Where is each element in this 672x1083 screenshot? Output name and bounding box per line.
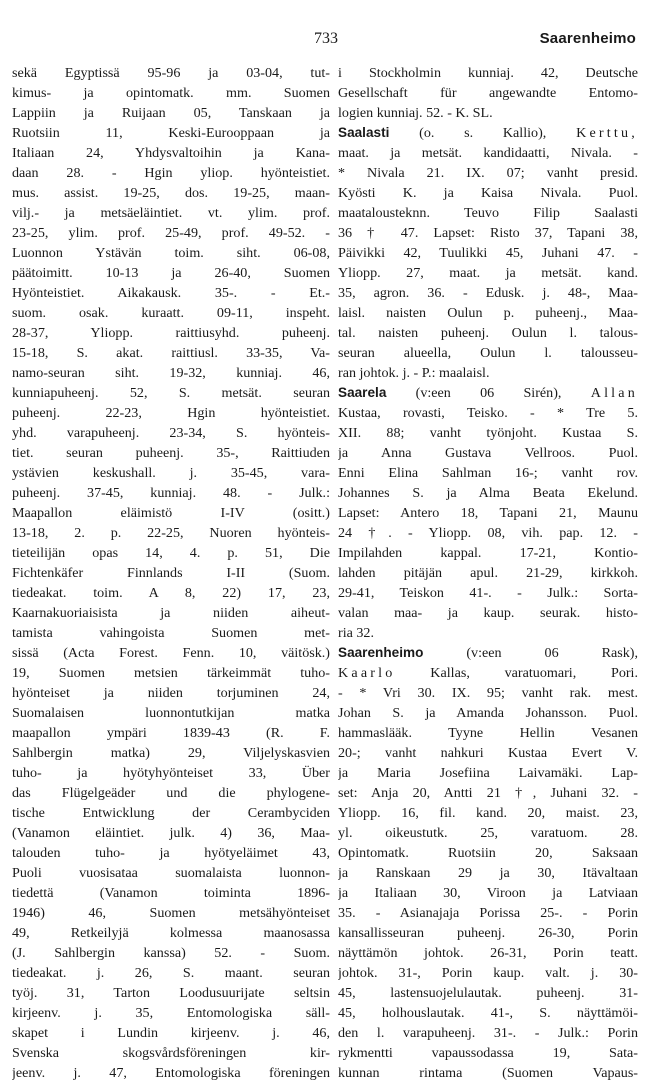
text-line: Ruotsiin 11, Keski-Eurooppaan ja — [12, 125, 330, 141]
text-line: 49, Retkeilyjä kolmessa maanosassa — [12, 925, 330, 941]
text-line: hammaslääk. Tyyne Hellin Vesanen — [338, 725, 638, 741]
headword: Saarela — [338, 385, 387, 400]
text-line: Fichtenkäfer Finnlands I-II (Suom. — [12, 565, 330, 581]
text-line: yl. oikeustutk. 25, varatuom. 28. — [338, 825, 638, 841]
text-line: 28-37, Yliopp. raittiusyhd. puheenj. — [12, 325, 330, 341]
text-line: maapallon ympäri 1839-43 (R. F. — [12, 725, 330, 741]
text-line: Enni Elina Sahlman 16-; vanht rov. — [338, 465, 638, 481]
text-line: 24 †. - Yliopp. 08, vih. pap. 12. - — [338, 525, 638, 541]
text-line: päätoimitt. 10-13 ja 26-40, Suomen — [12, 265, 330, 281]
text-line: 35. - Asianajaja Porissa 25-. - Porin — [338, 905, 638, 921]
text-line: Suomalaisen luonnontutkijan matka — [12, 705, 330, 721]
text-line: namo-seuran siht. 19-32, kunniaj. 46, — [12, 365, 330, 381]
text-line: kimus- ja opintomatk. mm. Suomen — [12, 85, 330, 101]
text-line: - * Vri 30. IX. 95; vanht rak. mest. — [338, 685, 638, 701]
text-line: näyttämön johtok. 26-31, Porin teatt. — [338, 945, 638, 961]
text-line: kansallisseuran puheenj. 26-30, Porin — [338, 925, 638, 941]
text-line: daan 28. - Hgin yliop. hyönteistiet. — [12, 165, 330, 181]
text-line: tieteilijän opas 14, 4. p. 51, Die — [12, 545, 330, 561]
entry-continuation — [338, 63, 638, 123]
right-column — [338, 63, 638, 1083]
text-line: johtok. 31-, Porin kaup. valt. j. 30- — [338, 965, 638, 981]
text-line: logien kunniaj. 52. - K. SL. — [338, 105, 493, 121]
text-line: työj. 31, Tarton Loodusuurijate seltsin — [12, 985, 330, 1001]
text-line: talouden tuho- ja hyötyeläimet 43, — [12, 845, 330, 861]
left-column — [12, 63, 330, 1083]
entry-first-line: Saarenheimo (v:een 06 Rask), — [338, 645, 638, 661]
text-line: ja Ranskaan 29 ja 30, Itävaltaan — [338, 865, 638, 881]
text-line: 29-41, Teiskon 41-. - Julk.: Sorta- — [338, 585, 638, 601]
text-line: Kustaa, rovasti, Teisko. - * Tre 5. — [338, 405, 638, 421]
text-line: hyönteiset ja niiden torjuminen 24, — [12, 685, 330, 701]
text-line: (Vanamon eläintiet. julk. 4) 36, Maa- — [12, 825, 330, 841]
given-name: Kerttu, — [576, 125, 638, 141]
given-name: Allan — [590, 385, 638, 401]
text-line: 23-25, ylim. prof. 25-49, prof. 49-52. - — [12, 225, 330, 241]
text-line: Opintomatk. Ruotsiin 20, Saksaan — [338, 845, 638, 861]
text-line: ja Italiaan 30, Viroon ja Latviaan — [338, 885, 638, 901]
running-head: Saarenheimo — [539, 30, 636, 47]
text-line: Johan S. ja Amanda Johansson. Puol. — [338, 705, 638, 721]
text-line: 1946) 46, Suomen metsähyönteiset — [12, 905, 330, 921]
text-line: Gesellschaft für angewandte Entomo- — [338, 85, 638, 101]
text-line: 15-18, S. akat. raittiusl. 33-35, Va- — [12, 345, 330, 361]
headword: Saalasti — [338, 125, 390, 140]
text-line: lahden pitäjän apul. 21-29, kirkkoh. — [338, 565, 638, 581]
text-line: yhd. varapuheenj. 23-34, S. hyönteis- — [12, 425, 330, 441]
text-line: den l. varapuheenj. 31-. - Julk.: Porin — [338, 1025, 638, 1041]
text-line: Impilahden kappal. 17-21, Kontio- — [338, 545, 638, 561]
text-line: * Nivala 21. IX. 07; vanht presid. — [338, 165, 638, 181]
text-line: kunniapuheenj. 52, S. metsät. seuran — [12, 385, 330, 401]
text-line: laisl. naisten Oulun p. puheenj., Maa- — [338, 305, 638, 321]
text-line: Svenska skogsvårdsföreningen kir- — [12, 1045, 330, 1061]
text-line: tuho- ja hyötyhyönteiset 33, Über — [12, 765, 330, 781]
entry-second-line: Kaarlo Kallas, varatuomari, Pori. — [338, 665, 638, 681]
text-line: sissä (Acta Forest. Fenn. 10, väitösk.) — [12, 645, 330, 661]
text-line: Sahlbergin matka) 29, Viljelyskasvien — [12, 745, 330, 761]
entry-first-line: Saalasti (o. s. Kallio), Kerttu, — [338, 125, 638, 141]
entry-saarela — [338, 383, 638, 643]
text-line: Hyönteistiet. Aikakausk. 35-. - Et.- — [12, 285, 330, 301]
text-line: Kaarnakuoriaisista ja niiden aiheut- — [12, 605, 330, 621]
text-line: mus. assist. 19-25, dos. 19-25, maan- — [12, 185, 330, 201]
entry-first-line: Saarela (v:een 06 Sirén), Allan — [338, 385, 638, 401]
text-line: tamista vahingoista Suomen met- — [12, 625, 330, 641]
text-line: Puoli vuosisataa suomalaista luonnon- — [12, 865, 330, 881]
text-line: Yliopp. 16, fil. kand. 20, maist. 23, — [338, 805, 638, 821]
text-line: valan maa- ja kaup. seurak. histo- — [338, 605, 638, 621]
text-line: Italiaan 24, Yhdysvaltoihin ja Kana- — [12, 145, 330, 161]
text-line: jeenv. j. 47, Entomologiska föreningen — [12, 1065, 330, 1081]
given-name: Kaarlo — [338, 665, 396, 681]
text-line: seuran alueella, Oulun l. talousseu- — [338, 345, 638, 361]
text-line: puheenj. 22-23, Hgin hyönteistiet. — [12, 405, 330, 421]
text-line: i Stockholmin kunniaj. 42, Deutsche — [338, 65, 638, 81]
text-line: kirjeenv. j. 35, Entomologiska säll- — [12, 1005, 330, 1021]
entry-saarenheimo — [338, 643, 638, 1083]
text-line: skapet i Lundin kirjeenv. j. 46, — [12, 1025, 330, 1041]
text-line: tiedeakat. j. 26, S. maant. seuran — [12, 965, 330, 981]
text-line: tische Entwicklung der Cerambyciden — [12, 805, 330, 821]
text-line: Päivikki 42, Tuulikki 45, Juhani 47. - — [338, 245, 638, 261]
text-line: vilj.- ja metsäeläintiet. vt. ylim. prof. — [12, 205, 330, 221]
text-line: maat. ja metsät. kandidaatti, Nivala. - — [338, 145, 638, 161]
text-line: 45, holhouslautak. 41-, S. näyttämöi- — [338, 1005, 638, 1021]
text-line: Luonnon Ystävän toim. siht. 06-08, — [12, 245, 330, 261]
text-line: sekä Egyptissä 95-96 ja 03-04, tut- — [12, 65, 330, 81]
text-line: tiet. seuran puheenj. 35-, Raittiuden — [12, 445, 330, 461]
text-line: Kyösti K. ja Kaisa Nivala. Puol. — [338, 185, 638, 201]
page-number: 733 — [314, 30, 338, 47]
text-line: Johannes S. ja Alma Beata Ekelund. — [338, 485, 638, 501]
text-line: tiedettä (Vanamon toiminta 1896- — [12, 885, 330, 901]
headword: Saarenheimo — [338, 645, 424, 660]
text-line: maatalousteknn. Teuvo Filip Saalasti — [338, 205, 638, 221]
text-line: Lappiin ja Ruijaan 05, Tanskaan ja — [12, 105, 330, 121]
text-line: suom. osak. kuraatt. 09-11, inspeht. — [12, 305, 330, 321]
text-line: Maapallon eläimistö I-IV (ositt.) — [12, 505, 330, 521]
text-line: 13-18, 2. p. 22-25, Nuoren hyönteis- — [12, 525, 330, 541]
text-line: kunnan rintama (Suomen Vapaus- — [338, 1065, 638, 1081]
page-header — [0, 30, 672, 52]
text-line: tiedeakat. toim. A 8, 22) 17, 23, — [12, 585, 330, 601]
text-line: puheenj. 37-45, kunniaj. 48. - Julk.: — [12, 485, 330, 501]
text-line: XII. 88; vanht työnjoht. Kustaa S. — [338, 425, 638, 441]
text-line: tal. naisten puheenj. Oulun l. talous- — [338, 325, 638, 341]
text-line: set: Anja 20, Antti 21 †, Juhani 32. - — [338, 785, 638, 801]
text-line: ria 32. — [338, 625, 375, 641]
text-line: (J. Sahlbergin kanssa) 52. - Suom. — [12, 945, 330, 961]
entry-saalasti — [338, 123, 638, 383]
text-line: 20-; vanht nahkuri Kustaa Evert V. — [338, 745, 638, 761]
text-line: das Flügelgeäder und die phylogene- — [12, 785, 330, 801]
text-line: ystävien keskushall. j. 35-45, vara- — [12, 465, 330, 481]
text-line: ran johtok. j. - P.: maalaisl. — [338, 365, 490, 381]
text-line: ja Anna Gustava Vellroos. Puol. — [338, 445, 638, 461]
text-line: 45, lastensuojelulautak. puheenj. 31- — [338, 985, 638, 1001]
text-line: rykmentti vapaussodassa 19, Sata- — [338, 1045, 638, 1061]
text-line: 19, Suomen metsien tärkeimmät tuho- — [12, 665, 330, 681]
text-line: Lapset: Antero 18, Tapani 21, Maunu — [338, 505, 638, 521]
text-line: ja Maria Josefiina Laivamäki. Lap- — [338, 765, 638, 781]
text-line: 36 † 47. Lapset: Risto 37, Tapani 38, — [338, 225, 638, 241]
text-line: Yliopp. 27, maat. ja metsät. kand. — [338, 265, 638, 281]
text-line: 35, agron. 36. - Edusk. j. 48-, Maa- — [338, 285, 638, 301]
